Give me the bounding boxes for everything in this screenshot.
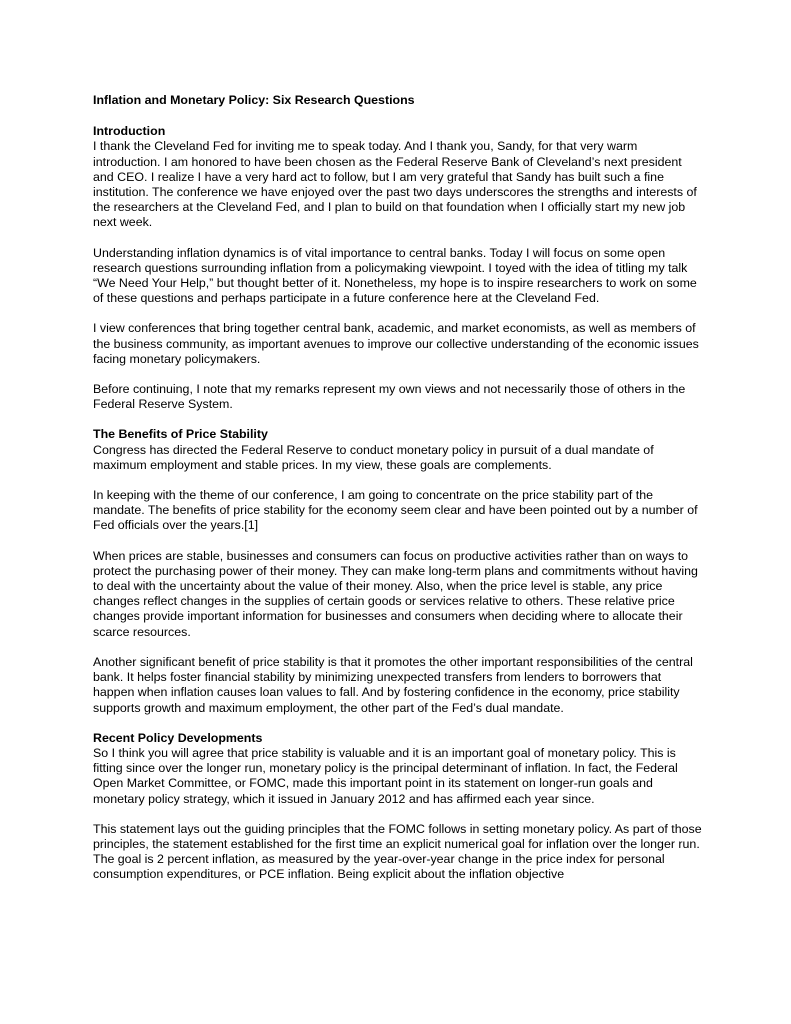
paragraph: This statement lays out the guiding principles that the FOMC follows in setting monetary policy. As part of those principles, the statement established for the first time an explicit numerical goal for inflation over the longer run. The goal is 2 percent inflation, as measured by the year-over-year change in the price index for personal consumption expenditures, or PCE inflation. Being explicit about the inflation objective — [93, 821, 702, 882]
section-heading: The Benefits of Price Stability — [93, 427, 268, 442]
paragraph: Before continuing, I note that my remarks represent my own views and not necessarily those of others in the Federal Reserve System. — [93, 382, 686, 412]
paragraph: I view conferences that bring together central bank, academic, and market economists, as well as members of the business community, as important avenues to improve our collective understanding of the economic issues facing monetary policymakers. — [93, 321, 699, 366]
paragraph: In keeping with the theme of our conference, I am going to concentrate on the price stability part of the mandate. The benefits of price stability for the economy seem clear and have been pointed out by a number of Fed officials over the years.[1] — [93, 488, 698, 533]
paragraph: Understanding inflation dynamics is of vital importance to central banks. Today I will focus on some open research questions surrounding inflation from a policymaking viewpoint. I toyed with the idea of titling my talk “We Need Your Help,” but thought better of it. Nonetheless, my hope is to inspire researchers to work on some of these questions and perhaps participate in a future conference here at the Cleveland Fed. — [93, 245, 697, 306]
section-heading: Introduction — [93, 124, 166, 139]
paragraph: So I think you will agree that price stability is valuable and it is an important goal of monetary policy. This is fitting since over the longer run, monetary policy is the principal determinant of inflation. In fact, the Federal Open Market Committee, or FOMC, made this important point in its statement on longer-run goals and monetary policy strategy, which it issued in January 2012 and has affirmed each year since. — [93, 745, 678, 806]
paragraph: I thank the Cleveland Fed for inviting me to speak today. And I thank you, Sandy, for that very warm introduction. I am honored to have been chosen as the Federal Reserve Bank of Cleveland’s next president and CEO. I realize I have a very hard act to follow, but I am very grateful that Sandy has built such a fine institution. The conference we have enjoyed over the past two days underscores the strengths and interests of the researchers at the Cleveland Fed, and I plan to build on that foundation when I officially start my new job next week. — [93, 139, 697, 230]
paragraph: When prices are stable, businesses and consumers can focus on productive activities rather than on ways to protect the purchasing power of their money. They can make long-term plans and commitments without having to deal with the uncertainty about the value of their money. Also, when the price level is stable, any price changes reflect changes in the supplies of certain goods or services relative to others. These relative price changes provide important information for businesses and consumers when deciding where to allocate their scarce resources. — [93, 548, 698, 639]
document-page — [93, 93, 703, 898]
section-heading: Recent Policy Developments — [93, 730, 263, 745]
paragraph: Congress has directed the Federal Reserve to conduct monetary policy in pursuit of a dual mandate of maximum employment and stable prices. In my view, these goals are complements. — [93, 442, 654, 472]
section-recent-policy-developments — [93, 731, 703, 883]
section-introduction — [93, 124, 703, 412]
section-benefits-of-price-stability — [93, 427, 703, 715]
document-title: Inflation and Monetary Policy: Six Research Questions — [93, 93, 415, 107]
paragraph: Another significant benefit of price stability is that it promotes the other important responsibilities of the central bank. It helps foster financial stability by minimizing unexpected transfers from lenders to borrowers that happen when inflation causes loan values to fall. And by fostering confidence in the economy, price stability supports growth and maximum employment, the other part of the Fed’s dual mandate. — [93, 654, 693, 715]
